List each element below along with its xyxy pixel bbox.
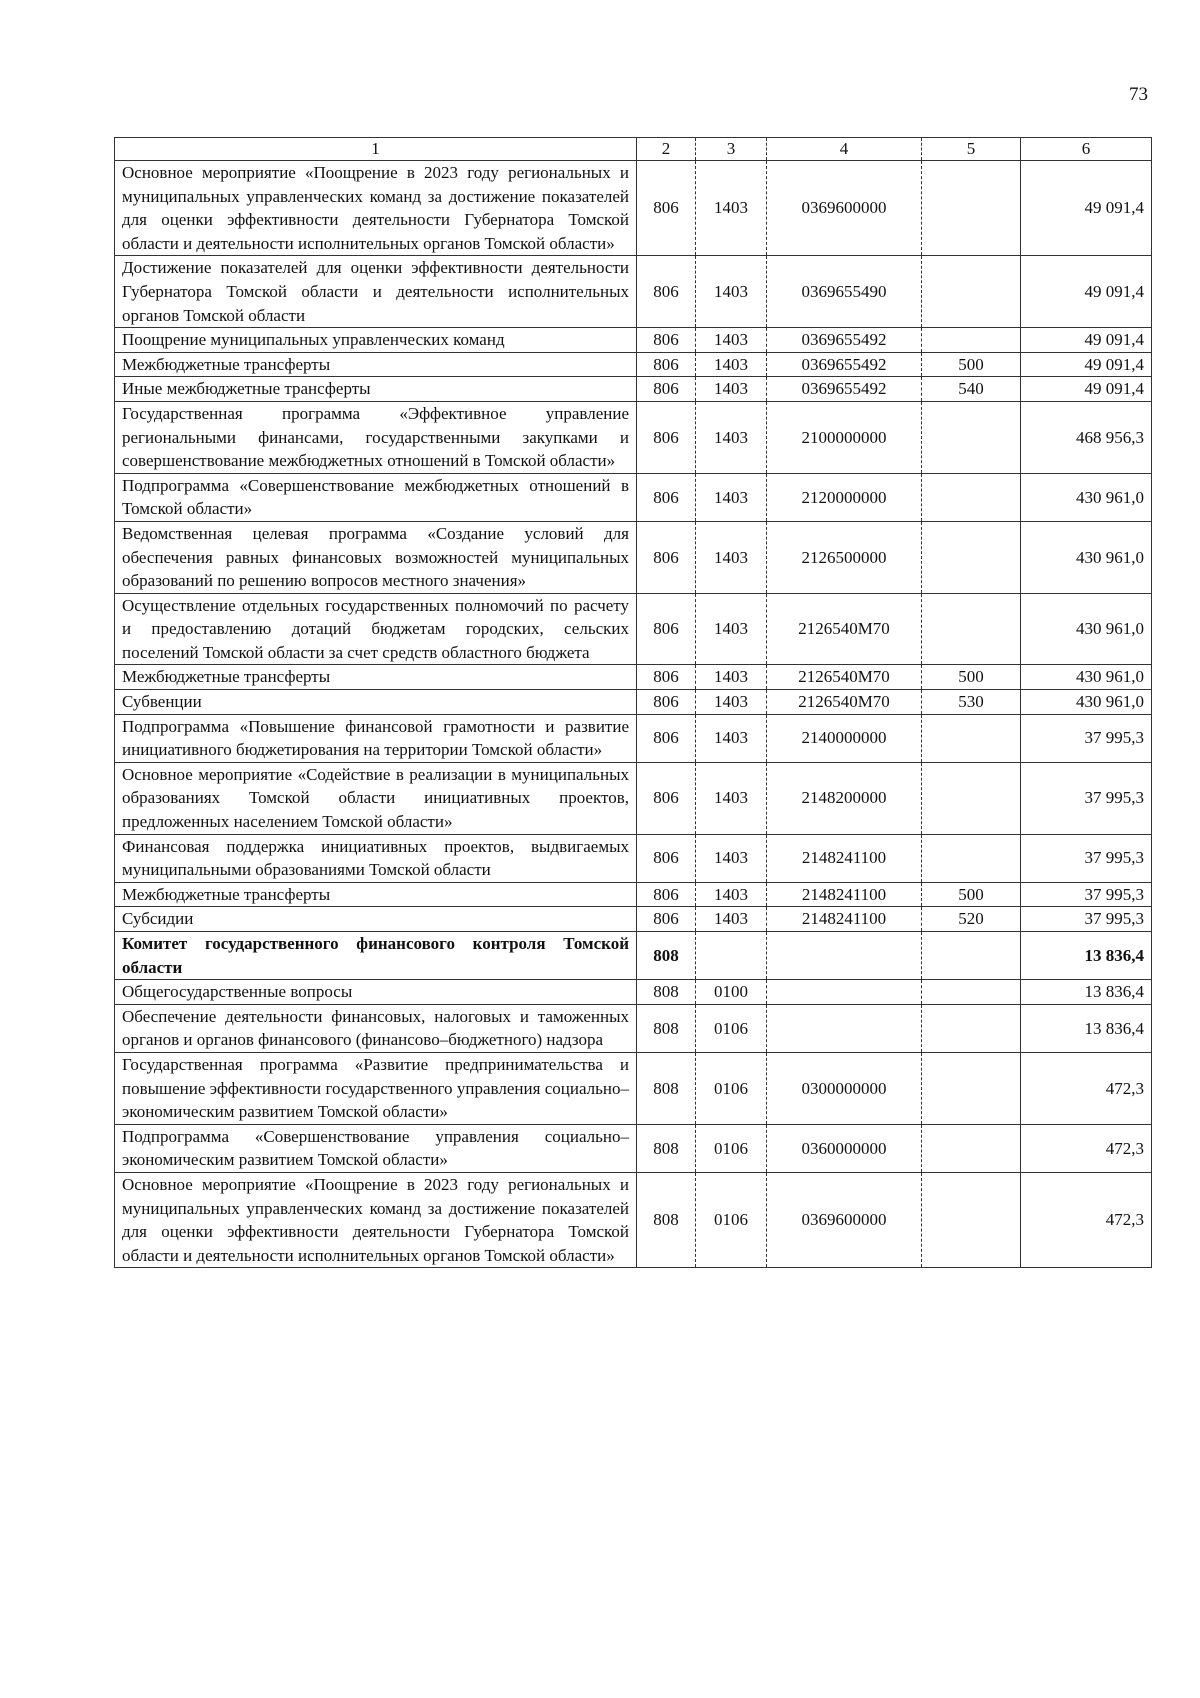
row-ved-code: 808: [637, 1004, 696, 1052]
header-col-1: 1: [115, 138, 637, 161]
table-header-row: [115, 138, 1152, 161]
row-amount: 37 995,3: [1021, 714, 1152, 762]
row-expense-type: [922, 328, 1021, 353]
row-amount: 13 836,4: [1021, 980, 1152, 1005]
table-row: [115, 521, 1152, 593]
row-section-code: [696, 932, 767, 980]
row-expense-type: [922, 161, 1021, 256]
row-expense-type: [922, 1004, 1021, 1052]
row-name: Межбюджетные трансферты: [115, 352, 637, 377]
row-ved-code: 806: [637, 377, 696, 402]
row-section-code: 1403: [696, 161, 767, 256]
row-target-article: [767, 980, 922, 1005]
row-ved-code: 806: [637, 665, 696, 690]
table-row: [115, 882, 1152, 907]
row-expense-type: [922, 401, 1021, 473]
row-target-article: 2126540М70: [767, 593, 922, 665]
budget-table-body: [115, 138, 1152, 1268]
row-name: Подпрограмма «Совершенствование межбюджетных отношений в Томской области»: [115, 473, 637, 521]
row-name: Основное мероприятие «Поощрение в 2023 году региональных и муниципальных управленческих команд за достижение показателей для оценки эффективности деятельности Губернатора Томской области и деятельности исполнительных органов Томской области»: [115, 1172, 637, 1267]
row-section-code: 1403: [696, 473, 767, 521]
page-number: 73: [1129, 84, 1148, 105]
header-col-3: 3: [696, 138, 767, 161]
row-section-code: 1403: [696, 762, 767, 834]
row-target-article: 0369600000: [767, 161, 922, 256]
row-name: Государственная программа «Развитие предпринимательства и повышение эффективности государственного управления социально–экономическим развитием Томской области»: [115, 1052, 637, 1124]
row-amount: 13 836,4: [1021, 1004, 1152, 1052]
table-row: [115, 401, 1152, 473]
row-target-article: 0300000000: [767, 1052, 922, 1124]
row-name: Основное мероприятие «Поощрение в 2023 году региональных и муниципальных управленческих команд за достижение показателей для оценки эффективности деятельности Губернатора Томской области и деятельности исполнительных органов Томской области»: [115, 161, 637, 256]
row-section-code: 1403: [696, 401, 767, 473]
row-target-article: 2126540М70: [767, 665, 922, 690]
row-amount: 37 995,3: [1021, 834, 1152, 882]
row-expense-type: [922, 521, 1021, 593]
table-row: [115, 665, 1152, 690]
row-section-code: 1403: [696, 690, 767, 715]
row-name: Иные межбюджетные трансферты: [115, 377, 637, 402]
row-expense-type: [922, 473, 1021, 521]
row-ved-code: 806: [637, 352, 696, 377]
row-ved-code: 806: [637, 690, 696, 715]
row-amount: 468 956,3: [1021, 401, 1152, 473]
row-section-code: 0100: [696, 980, 767, 1005]
table-row: [115, 352, 1152, 377]
row-target-article: 0369655492: [767, 352, 922, 377]
row-expense-type: 500: [922, 882, 1021, 907]
table-row: [115, 980, 1152, 1005]
row-name: Субсидии: [115, 907, 637, 932]
row-name: Субвенции: [115, 690, 637, 715]
table-row: [115, 1124, 1152, 1172]
row-expense-type: [922, 1124, 1021, 1172]
row-target-article: 2148241100: [767, 834, 922, 882]
row-target-article: 2120000000: [767, 473, 922, 521]
row-amount: 430 961,0: [1021, 521, 1152, 593]
row-target-article: 0369600000: [767, 1172, 922, 1267]
row-expense-type: 500: [922, 665, 1021, 690]
row-expense-type: [922, 714, 1021, 762]
row-amount: 472,3: [1021, 1172, 1152, 1267]
row-target-article: 2100000000: [767, 401, 922, 473]
row-expense-type: [922, 1172, 1021, 1267]
table-row: [115, 690, 1152, 715]
row-target-article: 2140000000: [767, 714, 922, 762]
row-section-code: 1403: [696, 714, 767, 762]
row-section-code: 1403: [696, 665, 767, 690]
row-ved-code: 806: [637, 834, 696, 882]
row-ved-code: 806: [637, 593, 696, 665]
row-ved-code: 806: [637, 714, 696, 762]
table-row: [115, 1052, 1152, 1124]
row-ved-code: 806: [637, 328, 696, 353]
row-expense-type: 500: [922, 352, 1021, 377]
row-section-code: 1403: [696, 377, 767, 402]
row-name: Межбюджетные трансферты: [115, 882, 637, 907]
row-amount: 49 091,4: [1021, 256, 1152, 328]
row-ved-code: 806: [637, 401, 696, 473]
row-ved-code: 806: [637, 762, 696, 834]
row-name: Подпрограмма «Совершенствование управления социально–экономическим развитием Томской области»: [115, 1124, 637, 1172]
row-name: Комитет государственного финансового контроля Томской области: [115, 932, 637, 980]
row-target-article: [767, 1004, 922, 1052]
row-ved-code: 806: [637, 161, 696, 256]
row-amount: 430 961,0: [1021, 473, 1152, 521]
row-amount: 430 961,0: [1021, 593, 1152, 665]
row-target-article: 0369655490: [767, 256, 922, 328]
row-expense-type: [922, 256, 1021, 328]
row-target-article: 2148200000: [767, 762, 922, 834]
row-name: Достижение показателей для оценки эффективности деятельности Губернатора Томской области и деятельности исполнительных органов Томской области: [115, 256, 637, 328]
row-target-article: 0369655492: [767, 328, 922, 353]
row-ved-code: 808: [637, 1124, 696, 1172]
row-ved-code: 806: [637, 521, 696, 593]
row-expense-type: 520: [922, 907, 1021, 932]
row-expense-type: [922, 593, 1021, 665]
row-expense-type: [922, 980, 1021, 1005]
row-amount: 49 091,4: [1021, 161, 1152, 256]
table-row: [115, 256, 1152, 328]
row-section-code: 0106: [696, 1052, 767, 1124]
row-ved-code: 806: [637, 473, 696, 521]
row-section-code: 1403: [696, 593, 767, 665]
row-name: Осуществление отдельных государственных полномочий по расчету и предоставлению дотаций бюджетам городских, сельских поселений Томской области за счет средств областного бюджета: [115, 593, 637, 665]
row-name: Обеспечение деятельности финансовых, налоговых и таможенных органов и органов финансового (финансово–бюджетного) надзора: [115, 1004, 637, 1052]
row-expense-type: 540: [922, 377, 1021, 402]
row-expense-type: [922, 1052, 1021, 1124]
header-col-5: 5: [922, 138, 1021, 161]
row-expense-type: [922, 762, 1021, 834]
table-row: [115, 1004, 1152, 1052]
row-amount: 472,3: [1021, 1052, 1152, 1124]
row-section-code: 1403: [696, 834, 767, 882]
table-row: [115, 834, 1152, 882]
row-name: Межбюджетные трансферты: [115, 665, 637, 690]
row-name: Ведомственная целевая программа «Создание условий для обеспечения равных финансовых возможностей муниципальных образований по решению вопросов местного значения»: [115, 521, 637, 593]
table-row: [115, 1172, 1152, 1267]
row-section-code: 1403: [696, 907, 767, 932]
row-section-code: 1403: [696, 882, 767, 907]
table-row: [115, 593, 1152, 665]
row-target-article: 0369655492: [767, 377, 922, 402]
table-row: [115, 714, 1152, 762]
row-amount: 37 995,3: [1021, 882, 1152, 907]
row-name: Поощрение муниципальных управленческих команд: [115, 328, 637, 353]
row-target-article: 2148241100: [767, 907, 922, 932]
row-name: Финансовая поддержка инициативных проектов, выдвигаемых муниципальными образованиями Томской области: [115, 834, 637, 882]
row-ved-code: 808: [637, 1052, 696, 1124]
table-row: [115, 377, 1152, 402]
row-section-code: 1403: [696, 352, 767, 377]
row-target-article: [767, 932, 922, 980]
row-ved-code: 808: [637, 1172, 696, 1267]
budget-table: [114, 137, 1152, 1268]
table-row: [115, 473, 1152, 521]
header-col-2: 2: [637, 138, 696, 161]
table-row: [115, 907, 1152, 932]
row-amount: 49 091,4: [1021, 328, 1152, 353]
row-name: Подпрограмма «Повышение финансовой грамотности и развитие инициативного бюджетирования на территории Томской области»: [115, 714, 637, 762]
row-section-code: 1403: [696, 256, 767, 328]
table-row: [115, 161, 1152, 256]
header-col-6: 6: [1021, 138, 1152, 161]
table-row: [115, 932, 1152, 980]
row-amount: 37 995,3: [1021, 762, 1152, 834]
row-name: Государственная программа «Эффективное управление региональными финансами, государственными закупками и совершенствование межбюджетных отношений в Томской области»: [115, 401, 637, 473]
row-amount: 13 836,4: [1021, 932, 1152, 980]
row-section-code: 1403: [696, 521, 767, 593]
row-name: Общегосударственные вопросы: [115, 980, 637, 1005]
row-expense-type: [922, 834, 1021, 882]
row-expense-type: [922, 932, 1021, 980]
row-expense-type: 530: [922, 690, 1021, 715]
row-amount: 49 091,4: [1021, 377, 1152, 402]
row-amount: 37 995,3: [1021, 907, 1152, 932]
header-col-4: 4: [767, 138, 922, 161]
row-amount: 49 091,4: [1021, 352, 1152, 377]
row-ved-code: 808: [637, 980, 696, 1005]
row-amount: 472,3: [1021, 1124, 1152, 1172]
row-section-code: 0106: [696, 1004, 767, 1052]
row-target-article: 2126540М70: [767, 690, 922, 715]
row-section-code: 1403: [696, 328, 767, 353]
row-ved-code: 806: [637, 907, 696, 932]
table-row: [115, 762, 1152, 834]
row-target-article: 2148241100: [767, 882, 922, 907]
row-amount: 430 961,0: [1021, 665, 1152, 690]
row-name: Основное мероприятие «Содействие в реализации в муниципальных образованиях Томской области инициативных проектов, предложенных населением Томской области»: [115, 762, 637, 834]
row-amount: 430 961,0: [1021, 690, 1152, 715]
row-ved-code: 806: [637, 882, 696, 907]
row-target-article: 0360000000: [767, 1124, 922, 1172]
row-section-code: 0106: [696, 1172, 767, 1267]
row-section-code: 0106: [696, 1124, 767, 1172]
row-ved-code: 808: [637, 932, 696, 980]
row-target-article: 2126500000: [767, 521, 922, 593]
row-ved-code: 806: [637, 256, 696, 328]
table-row: [115, 328, 1152, 353]
